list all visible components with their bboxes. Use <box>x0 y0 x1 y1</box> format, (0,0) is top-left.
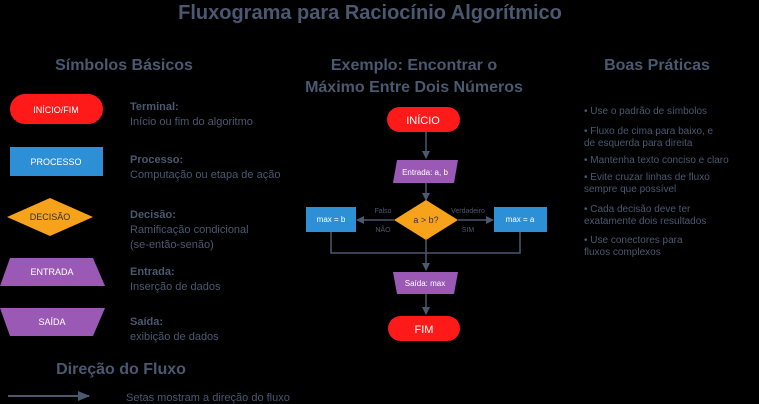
practice-item-2: • Fluxo de cima para baixo, e <box>584 126 714 137</box>
practice-item-5: • Cada decisão deve ter <box>584 204 691 215</box>
input-desc: Inserção de dados <box>130 281 221 293</box>
decision-shape-label: DECISÃO <box>29 212 71 222</box>
line-left-merge <box>331 232 426 253</box>
yes-label: SIM <box>461 227 475 234</box>
no-label: NÃO <box>375 227 391 234</box>
terminal-shape-label: INÍCIO/FIM <box>33 105 79 115</box>
example-start-label: INÍCIO <box>406 115 440 127</box>
practice-item-2-cont: de esquerda para direita <box>584 138 693 149</box>
line-right-merge <box>426 232 520 253</box>
practice-item-1: • Use o padrão de símbolos <box>584 106 708 117</box>
example-input-label: Entrada: a, b <box>402 168 448 177</box>
example-process-left-label: max = b <box>316 215 346 224</box>
direction-desc: Setas mostram a direção do fluxo <box>126 392 290 404</box>
example-end-label: FIM <box>414 324 434 336</box>
output-desc: exibição de dados <box>130 331 219 343</box>
true-label: Verdadeiro <box>451 208 485 215</box>
example-output-label: Saída: max <box>404 279 446 288</box>
practice-item-5-cont: exatamente dois resultados <box>584 216 707 227</box>
legend-output <box>0 308 219 343</box>
practice-item-6: • Use conectores para <box>584 235 683 246</box>
page-title: Fluxograma para Raciocínio Algorítmico <box>178 2 562 24</box>
practices-list <box>584 106 729 258</box>
practices-heading: Boas Práticas <box>604 57 710 74</box>
output-name: Saída: <box>130 316 164 328</box>
decision-name: Decisão: <box>130 209 176 221</box>
practice-item-4-cont: sempre que possível <box>584 184 677 195</box>
legend-decision <box>7 198 249 251</box>
output-shape-label: SAÍDA <box>38 317 66 327</box>
example-process-right-label: max = a <box>505 215 535 224</box>
process-desc: Computação ou etapa de ação <box>130 169 281 181</box>
legend-terminal <box>10 94 253 128</box>
process-shape-label: PROCESSO <box>30 157 82 167</box>
terminal-desc: Início ou fim do algoritmo <box>130 116 253 128</box>
process-name: Processo: <box>130 154 184 166</box>
terminal-name: Terminal: <box>130 101 179 113</box>
legend-input <box>0 258 221 293</box>
input-shape-label: ENTRADA <box>30 267 74 277</box>
practice-item-3: • Mantenha texto conciso e claro <box>584 155 729 166</box>
false-label: Falso <box>374 208 392 215</box>
example-decision-label: a > b? <box>413 215 439 225</box>
input-name: Entrada: <box>130 266 175 278</box>
example-heading-line1: Exemplo: Encontrar o <box>330 57 498 74</box>
decision-desc-1: Ramificação condicional <box>130 224 249 236</box>
practice-item-6-cont: fluxos complexos <box>584 247 661 258</box>
legend-process <box>10 147 280 181</box>
decision-desc-2: (se-então-senão) <box>130 239 214 251</box>
practice-item-4: • Evite cruzar linhas de fluxo <box>584 172 710 183</box>
direction-heading: Direção do Fluxo <box>56 361 186 378</box>
symbols-heading: Símbolos Básicos <box>55 57 193 74</box>
example-heading-line2: Máximo Entre Dois Números <box>305 79 523 96</box>
